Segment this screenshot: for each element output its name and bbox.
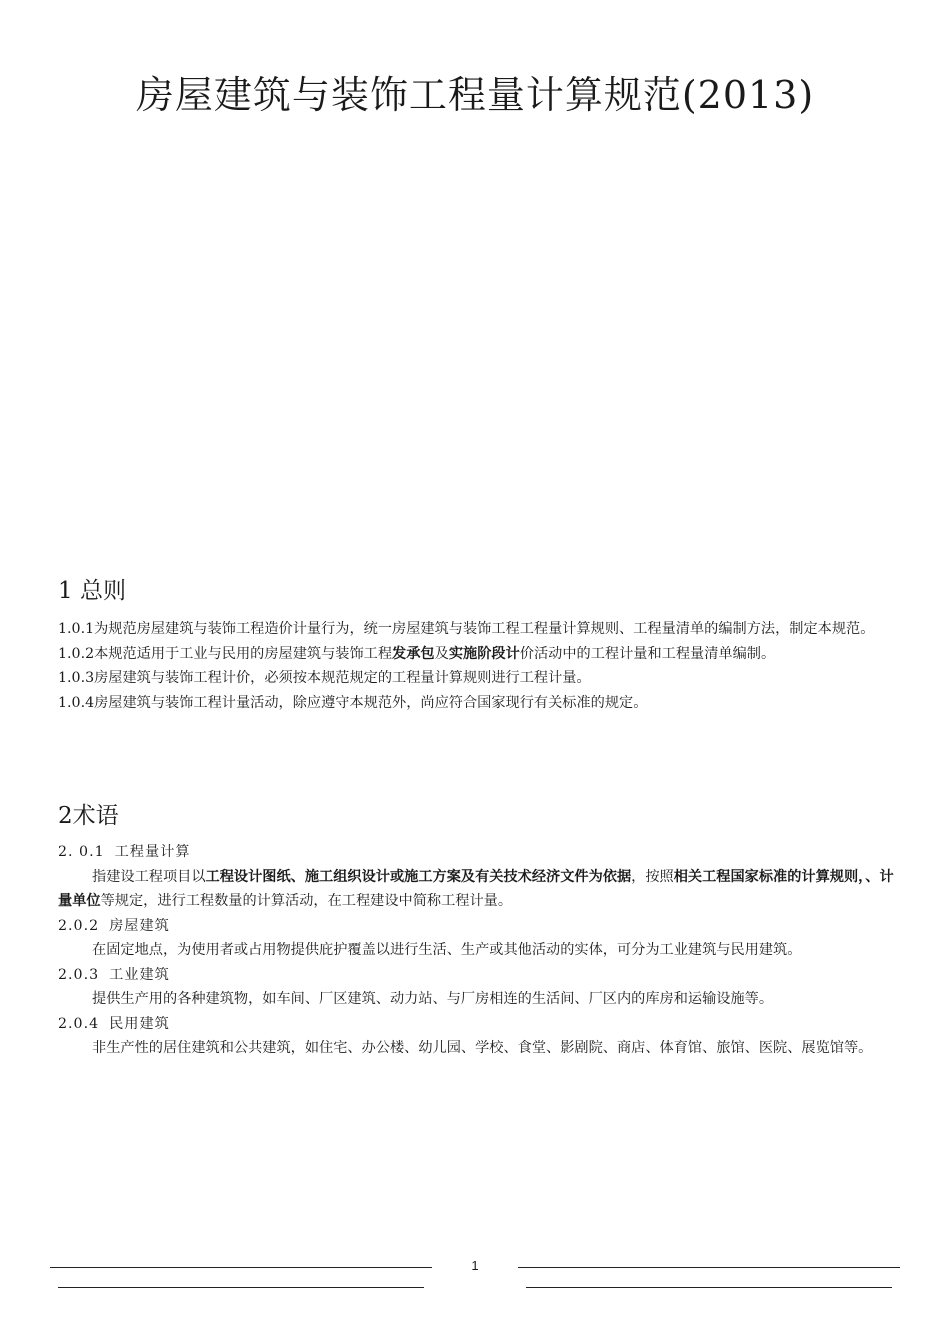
term-definition: 非生产性的居住建筑和公共建筑，如住宅、办公楼、幼儿园、学校、食堂、影剧院、商店、体育馆、旅馆、医院、展览馆等。 bbox=[92, 1040, 873, 1056]
term-heading bbox=[58, 840, 903, 865]
term-heading bbox=[58, 914, 903, 939]
bold-term: 发承包 bbox=[392, 645, 435, 662]
clause-1-0-2 bbox=[58, 642, 903, 667]
footer-rule-bottom-right bbox=[526, 1287, 892, 1288]
clause-1-0-1: 1.0.1为规范房屋建筑与装饰工程造价计量行为，统一房屋建筑与装饰工程工程量计算规则、工程量清单的编制方法，制定本规范。 bbox=[58, 621, 875, 637]
term-heading bbox=[58, 963, 903, 988]
term-number: 2.0.2 bbox=[58, 917, 100, 934]
chapter-2-heading: 2术语 bbox=[58, 803, 119, 829]
page-number: 1 bbox=[471, 1258, 479, 1273]
definition-text: 指建设工程项目以 bbox=[92, 868, 206, 885]
clause-1-0-3: 1.0.3房屋建筑与装饰工程计价，必须按本规范规定的工程量计算规则进行工程计量。 bbox=[58, 670, 591, 686]
term-name: 工程量计算 bbox=[114, 844, 191, 860]
term-number: 2. 0.1 bbox=[58, 844, 105, 860]
chapter-1-body bbox=[58, 617, 903, 715]
clause-1-0-4: 1.0.4房屋建筑与装饰工程计量活动，除应遵守本规范外，尚应符合国家现行有关标准的规定。 bbox=[58, 694, 648, 711]
chapter-1-heading: 1 总则 bbox=[58, 578, 126, 604]
term-name: 民用建筑 bbox=[109, 1015, 170, 1032]
document-title: 房屋建筑与装饰工程量计算规范(2013) bbox=[135, 73, 815, 117]
clause-text: 及 bbox=[434, 645, 449, 662]
bold-term: 工程设计图纸、施工组织设计或施工方案及有关技术经济文件为依据 bbox=[205, 868, 632, 885]
clause-text: 1.0.2本规范适用于工业与民用的房屋建筑与装饰工程 bbox=[58, 645, 393, 662]
definition-text: ，按照 bbox=[631, 868, 674, 885]
term-name: 房屋建筑 bbox=[109, 917, 170, 934]
footer-rule-bottom-left bbox=[58, 1287, 424, 1288]
definition-text: 等规定，进行工程数量的计算活动，在工程建设中简称工程计量。 bbox=[100, 893, 513, 909]
term-definition: 提供生产用的各种建筑物，如车间、厂区建筑、动力站、与厂房相连的生活间、厂区内的库房和运输设施等。 bbox=[92, 991, 774, 1007]
bold-term: 实施阶段计 bbox=[448, 645, 520, 662]
term-heading bbox=[58, 1012, 903, 1037]
term-definition bbox=[58, 865, 903, 914]
term-name: 工业建筑 bbox=[109, 966, 170, 983]
bold-term: 相关工程国家标准的计算规则，、计量单位 bbox=[58, 868, 894, 909]
term-definition: 在固定地点，为使用者或占用物提供庇护覆盖以进行生活、生产或其他活动的实体，可分为工业建筑与民用建筑。 bbox=[92, 942, 802, 958]
chapter-2-body bbox=[58, 840, 903, 1061]
term-number: 2.0.4 bbox=[58, 1015, 100, 1032]
term-number: 2.0.3 bbox=[58, 966, 100, 983]
clause-text: 价活动中的工程计量和工程量清单编制。 bbox=[519, 645, 776, 662]
